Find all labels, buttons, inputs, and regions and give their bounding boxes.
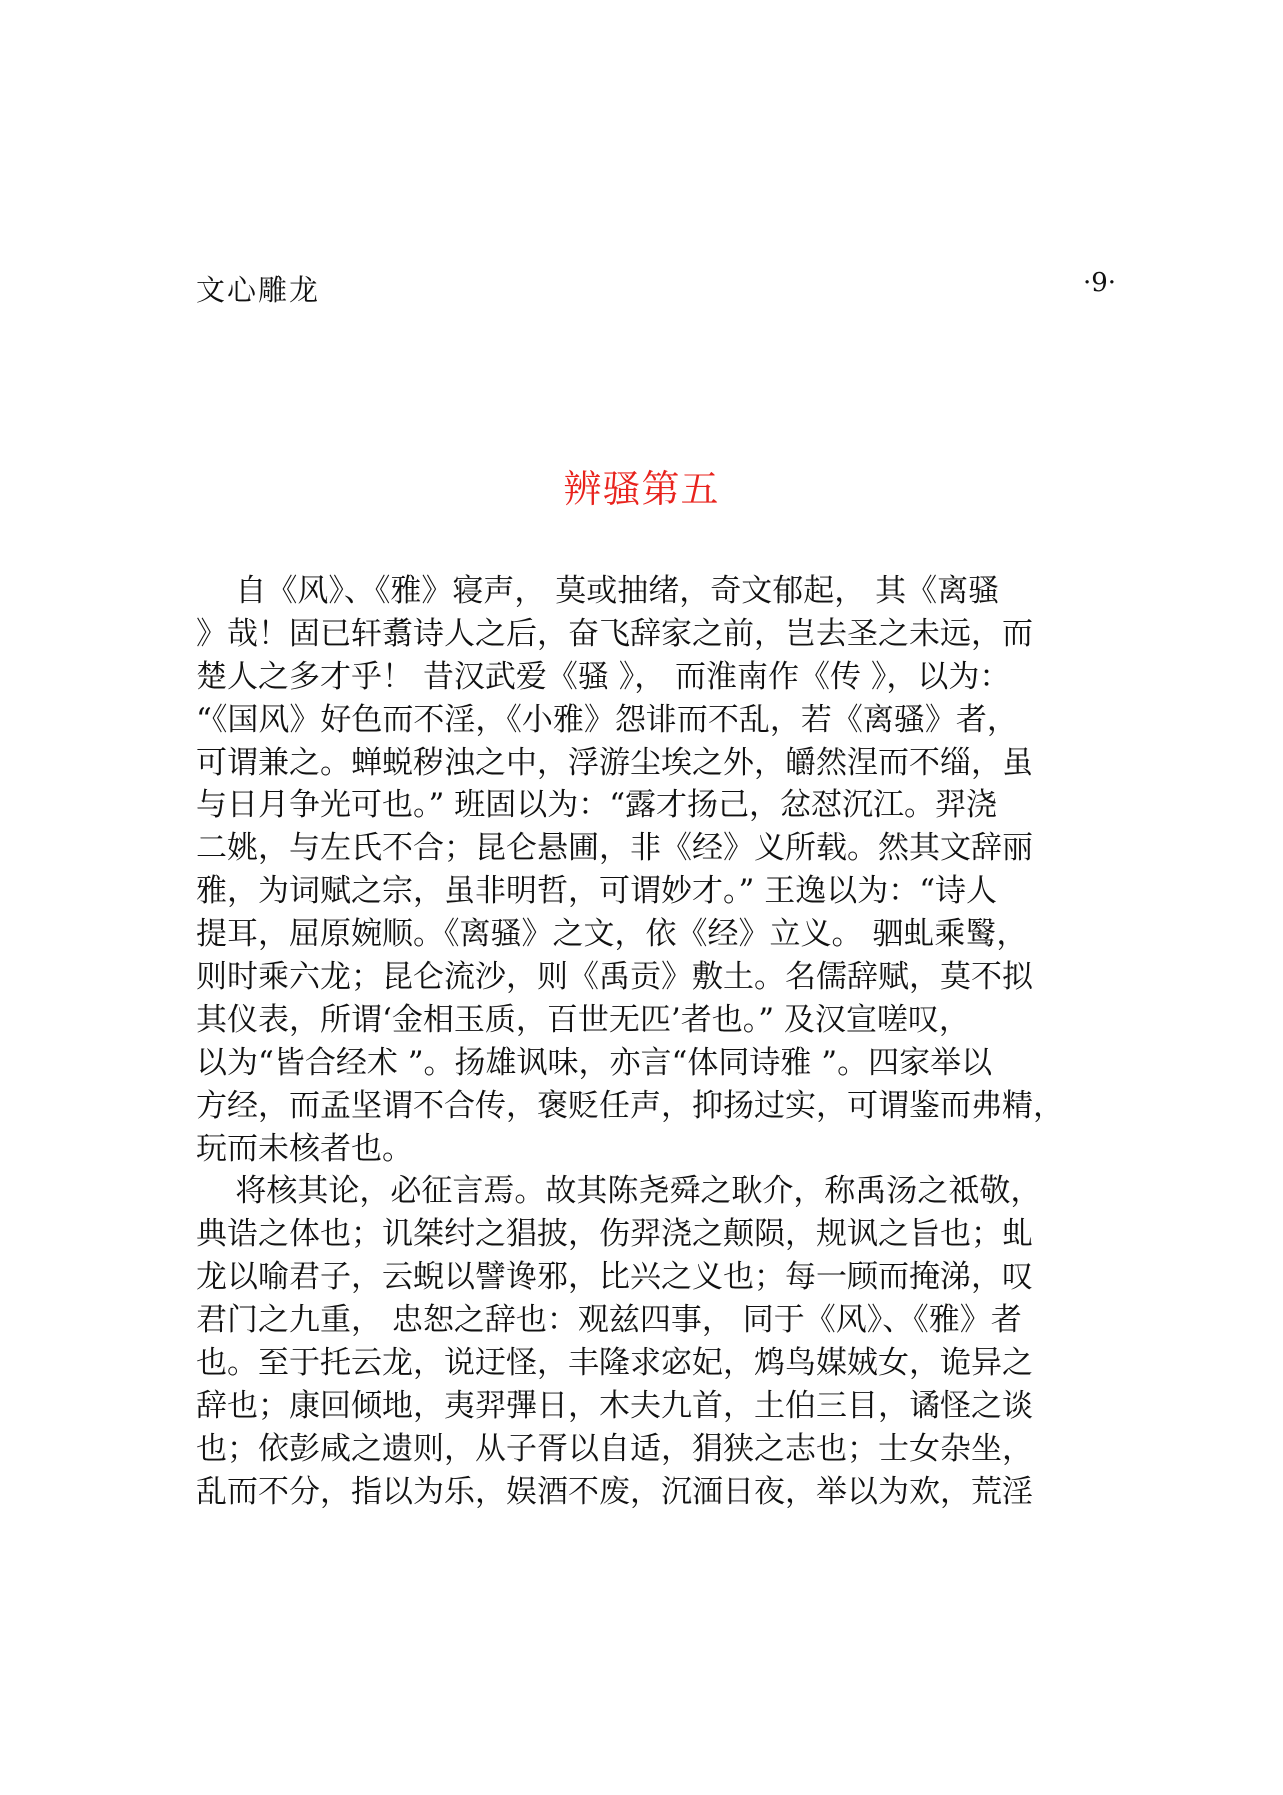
text-line: 君门之九重， 忠恕之辞也：观兹四事， 同于《风》、《雅》者	[196, 1302, 1022, 1339]
text-line: 其仪表，所谓‘金相玉质，百世无匹’者也。” 及汉宣嗟叹，	[196, 1001, 970, 1038]
running-head-title: 文心雕龙	[196, 273, 321, 307]
text-line: 也；依彭咸之遗则，从子胥以自适，狷狭之志也；士女杂坐，	[196, 1430, 1033, 1467]
text-line: 则时乘六龙；昆仑流沙，则《禹贡》敷土。名儒辞赋，莫不拟	[196, 959, 1033, 996]
chapter-title: 辨骚第五	[563, 467, 720, 511]
text-line: 以为“皆合经术 ”。扬雄讽味，亦言“体同诗雅 ”。四家举以	[196, 1044, 993, 1081]
text-line: 与日月争光可也。” 班固以为：“露才扬己，忿怼沉江。羿浇	[196, 787, 998, 824]
text-line: 也。至于托云龙，说迂怪，丰隆求宓妃，鸩鸟媒娀女，诡异之	[196, 1345, 1033, 1382]
text-line: 楚人之多才乎！ 昔汉武爱《骚 》， 而淮南作《传 》，以为：	[196, 658, 1011, 695]
page-number: ·9·	[1083, 268, 1117, 298]
text-line: 辞也；康回倾地，夷羿彃日，木夫九首，土伯三目，谲怪之谈	[196, 1387, 1033, 1424]
text-line: 典诰之体也；讥桀纣之猖披，伤羿浇之颠陨，规讽之旨也；虬	[196, 1216, 1033, 1253]
text-line: 提耳，屈原婉顺。《离骚》之文，依《经》立义。 驷虬乘鹥，	[196, 916, 1028, 953]
text-line: 乱而不分，指以为乐，娱酒不废，沉湎日夜，举以为欢，荒淫	[196, 1473, 1033, 1510]
text-line: 二姚，与左氏不合；昆仑悬圃，非《经》义所载。然其文辞丽	[196, 830, 1033, 867]
text-line: 》哉！固已轩翥诗人之后，奋飞辞家之前，岂去圣之未远，而	[196, 615, 1033, 652]
text-line: 将核其论，必征言焉。故其陈尧舜之耿介，称禹汤之祗敬，	[196, 1173, 1042, 1210]
text-line: 玩而未核者也。	[196, 1130, 413, 1167]
text-line: 雅，为词赋之宗，虽非明哲，可谓妙才。” 王逸以为：“诗人	[196, 873, 998, 910]
body-text	[196, 570, 1116, 1514]
text-line: 自《风》、《雅》寝声， 莫或抽绪，奇文郁起， 其《离骚	[196, 573, 1000, 609]
text-line: 方经，而孟坚谓不合传，褒贬任声，抑扬过实，可谓鉴而弗精，	[196, 1087, 1064, 1124]
text-line: 可谓兼之。蝉蜕秽浊之中，浮游尘埃之外，皭然涅而不缁，虽	[196, 744, 1033, 781]
text-line: “《国风》好色而不淫，《小雅》怨诽而不乱，若《离骚》者，	[196, 701, 1018, 738]
text-line: 龙以喻君子，云蜺以譬谗邪，比兴之义也；每一顾而掩涕，叹	[196, 1259, 1033, 1296]
